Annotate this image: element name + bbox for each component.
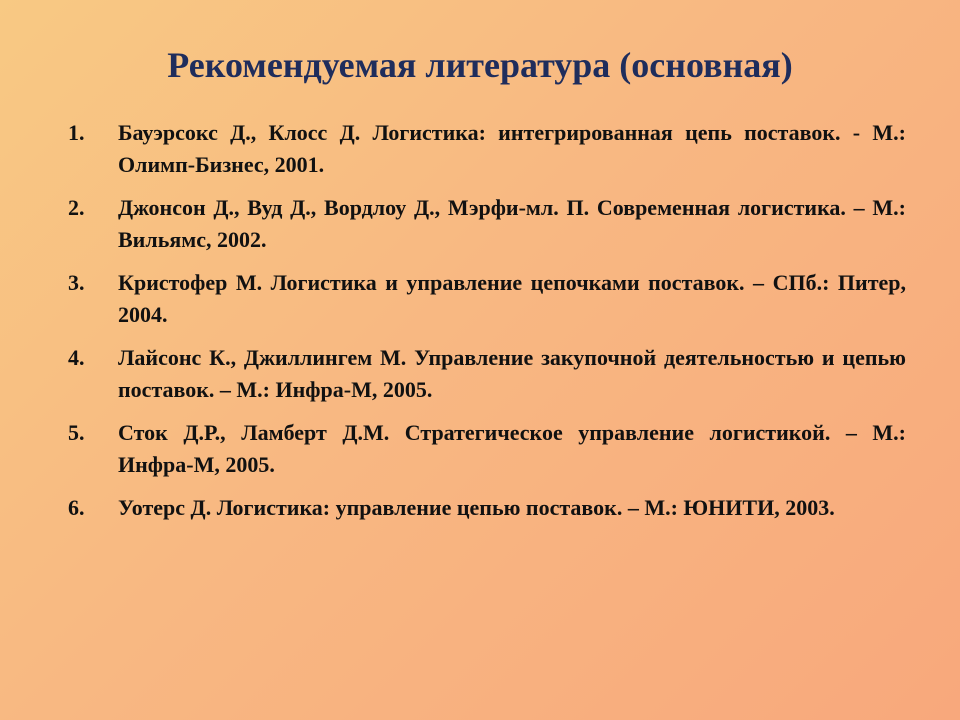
reference-number: 1. [68, 120, 85, 145]
reference-item [68, 492, 906, 524]
slide-title: Рекомендуемая литература (основная) [167, 45, 793, 85]
reference-text: Кристофер М. Логистика и управление цепочками поставок. – СПб.: Питер, 2004. [118, 270, 906, 327]
reference-number: 5. [68, 420, 85, 445]
reference-number: 6. [68, 495, 85, 520]
reference-number: 4. [68, 345, 85, 370]
reference-text: Лайсонс К., Джиллингем М. Управление закупочной деятельностью и цепью поставок. – М.: Инфра-М, 2005. [118, 345, 906, 402]
reference-item [68, 342, 906, 406]
reference-text: Джонсон Д., Вуд Д., Вордлоу Д., Мэрфи-мл. П. Современная логистика. – М.: Вильямс, 2002. [118, 195, 906, 252]
reference-number: 3. [68, 270, 85, 295]
reference-list [68, 117, 906, 535]
reference-item [68, 192, 906, 256]
reference-text: Сток Д.Р., Ламберт Д.М. Стратегическое управление логистикой. – М.: Инфра-М, 2005. [118, 420, 906, 477]
reference-item [68, 417, 906, 481]
reference-number: 2. [68, 195, 85, 220]
reference-item [68, 267, 906, 331]
reference-text: Бауэрсокс Д., Клосс Д. Логистика: интегрированная цепь поставок. - М.: Олимп-Бизнес, 2001. [118, 120, 906, 177]
reference-text: Уотерс Д. Логистика: управление цепью поставок. – М.: ЮНИТИ, 2003. [118, 495, 835, 520]
reference-item [68, 117, 906, 181]
